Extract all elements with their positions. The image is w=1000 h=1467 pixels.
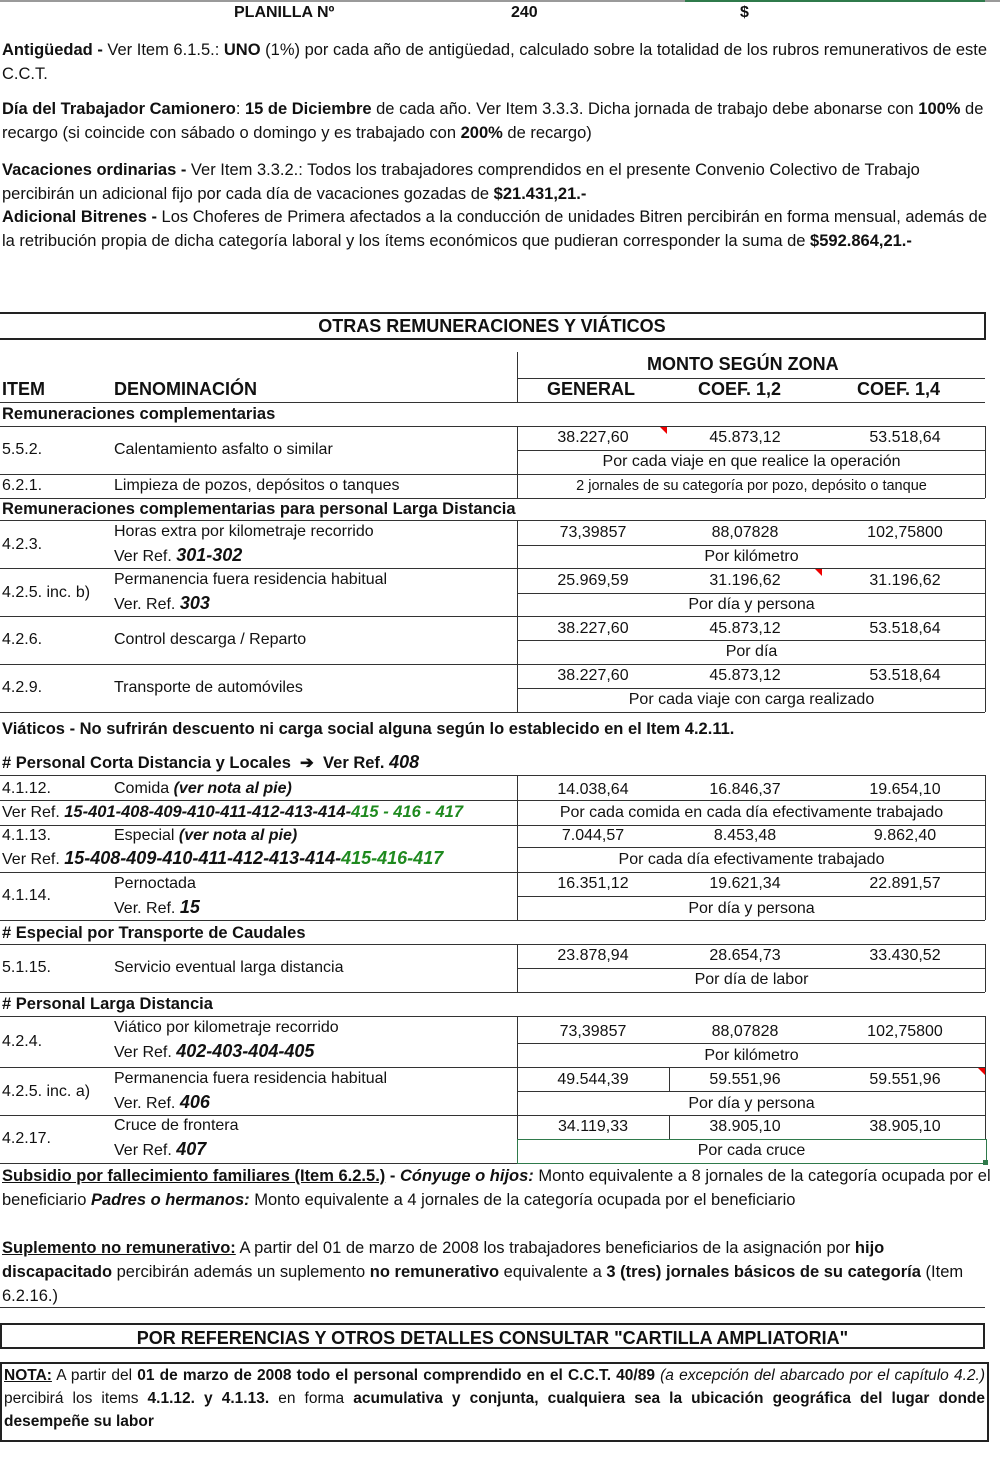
- item-code: 4.1.12.: [2, 780, 51, 797]
- text: percibirá los items: [4, 1390, 148, 1407]
- divider: [669, 1067, 670, 1091]
- value-coef14: 9.862,40: [873, 827, 937, 844]
- monto-header: MONTO SEGÚN ZONA: [647, 354, 839, 374]
- value-coef12: 59.551,96: [709, 1071, 781, 1088]
- item-name: Pernoctada: [114, 875, 196, 892]
- text: Los Choferes de Primera afectados a la conducción de unidades Bitren percibirán en forma mensual, además de la retribución propia de dicha categoría laboral y los ítems económicos que pudieran corresponder la suma de: [2, 208, 988, 250]
- nota-box: [0, 1362, 989, 1442]
- value-coef12: 16.846,37: [709, 781, 781, 798]
- divider: [517, 1043, 985, 1044]
- planilla-label: PLANILLA Nº: [234, 4, 335, 21]
- divider: [0, 474, 985, 475]
- value-coef12: 19.621,34: [709, 875, 781, 892]
- divider: [517, 847, 985, 848]
- value-coef14: 53.518,64: [869, 667, 941, 684]
- name-note: (ver nota al pie): [169, 780, 292, 797]
- ref-number: 408: [389, 752, 420, 772]
- value-general: 73,39857: [559, 524, 627, 541]
- nota-label: NOTA:: [4, 1367, 52, 1384]
- item-note: Por día y persona: [688, 900, 815, 917]
- item-note: Por kilómetro: [704, 1047, 799, 1064]
- ref-number: 406: [179, 1092, 210, 1112]
- text: de cada año. Ver Item 3.3.3. Dicha jornada de trabajo debe abonarse con: [371, 100, 919, 118]
- table-title: OTRAS REMUNERACIONES Y VIÁTICOS: [0, 312, 986, 340]
- ref-number: 15: [179, 897, 200, 917]
- value-general: 49.544,39: [557, 1071, 629, 1088]
- divider: [0, 1307, 985, 1308]
- divider: [0, 616, 985, 617]
- padres-label: Padres o hermanos:: [90, 1191, 250, 1209]
- item-name: Permanencia fuera residencia habitual: [114, 571, 388, 588]
- text: percibirán además un suplemento: [112, 1263, 370, 1281]
- item-code: 5.5.2.: [2, 441, 43, 458]
- divider: [0, 426, 985, 427]
- divider: [517, 896, 985, 897]
- divider: [0, 775, 985, 776]
- item-ref: [114, 1092, 210, 1113]
- divider: [517, 1091, 985, 1092]
- value-coef12: 45.873,12: [709, 620, 781, 637]
- value-general: 38.227,60: [557, 620, 629, 637]
- item-code: 4.1.14.: [2, 887, 51, 904]
- item-code: 4.2.6.: [2, 631, 43, 648]
- divider: [0, 520, 985, 521]
- item-note: Por cada viaje con carga realizado: [628, 691, 875, 708]
- name-note: (ver nota al pie): [174, 827, 298, 844]
- item-code: 6.2.1.: [2, 477, 43, 494]
- item-code: 4.2.5. inc. b): [2, 584, 91, 601]
- divider: [0, 1016, 985, 1017]
- divider: [517, 968, 985, 969]
- dia-trabajador-title: Día del Trabajador Camionero: [2, 100, 236, 118]
- bold-text: 01 de marzo de 2008 todo el personal comprendido en el C.C.T. 40/89: [137, 1367, 655, 1384]
- divider: [985, 944, 986, 992]
- ref-number: 303: [179, 593, 210, 613]
- antiguedad-text: por cada año de antigüedad, calculado sobre la totalidad de los rubros remunerativos de este C.C.T.: [2, 41, 988, 83]
- section-corta-distancia: [2, 752, 419, 773]
- viaticos-notice: Viáticos - No sufrirán descuento ni carga social alguna según lo establecido en el Item 4.2.11.: [2, 720, 735, 738]
- bold-text: acumulativa y conjunta, cualquiera sea la ubicación geográfica del lugar donde desempeñe su labor: [4, 1390, 985, 1430]
- item-ref: [2, 848, 443, 869]
- text: en forma: [269, 1390, 354, 1407]
- vacaciones-paragraph: [2, 158, 992, 206]
- subsidio-title: Subsidio por fallecimiento familiares (Item 6.2.5.): [2, 1167, 386, 1185]
- divider: [517, 593, 985, 594]
- item-note: Por día de labor: [694, 971, 809, 988]
- dash: -: [385, 1167, 400, 1185]
- divider: [0, 944, 985, 945]
- italic-text: (a excepción del abarcado por el capítulo 4.2.): [654, 1367, 985, 1384]
- divider: [0, 825, 985, 826]
- value-coef14: 102,75800: [867, 524, 943, 541]
- value-coef12: 31.196,62: [709, 572, 781, 589]
- value-general: 16.351,12: [557, 875, 629, 892]
- bitrenes-title: Adicional Bitrenes -: [2, 208, 157, 226]
- value-coef12: 38.905,10: [709, 1118, 781, 1135]
- divider: [0, 402, 985, 403]
- value-general: 38.227,60: [557, 429, 629, 446]
- arrow-right-icon: ➔: [300, 754, 314, 772]
- value-coef12: 45.873,12: [709, 667, 781, 684]
- item-name: Permanencia fuera residencia habitual: [114, 1070, 388, 1087]
- value-general: 73,39857: [559, 1023, 627, 1040]
- value-coef14: 22.891,57: [869, 875, 941, 892]
- divider: [669, 1115, 670, 1139]
- text: Ver Item 3.3.2.: Todos los trabajadores comprendidos en el presente Convenio Colectivo de Trabajo percibirán un adicional fijo por cada día de vacaciones gozadas de: [2, 161, 920, 203]
- ref-label: Ver Ref.: [323, 754, 390, 772]
- section-remuneraciones: Remuneraciones complementarias: [2, 405, 276, 423]
- item-code: 4.2.9.: [2, 679, 43, 696]
- comment-marker-icon[interactable]: [978, 1068, 985, 1075]
- item-code: 4.2.3.: [2, 536, 43, 553]
- bold-text: hijo discapacitado: [2, 1239, 885, 1281]
- ref-label: Ver. Ref.: [114, 1095, 180, 1112]
- divider: [0, 712, 985, 713]
- pct: 100%: [918, 100, 961, 118]
- divider: [0, 498, 985, 499]
- item-ref: [114, 1139, 206, 1160]
- divider: [985, 775, 986, 920]
- item-name: Horas extra por kilometraje recorrido: [114, 523, 374, 540]
- section-larga-distancia: Remuneraciones complementarias para personal Larga Distancia: [2, 500, 516, 518]
- value-general: 23.878,94: [557, 947, 629, 964]
- suplemento-paragraph: [2, 1236, 992, 1308]
- value-coef14: 102,75800: [867, 1023, 943, 1040]
- item-note: Por cada viaje en que realice la operación: [602, 453, 901, 470]
- col-general: GENERAL: [547, 379, 636, 399]
- ref-label: Ver Ref.: [2, 851, 65, 868]
- name: Comida: [114, 780, 170, 797]
- value-general: 25.969,59: [557, 572, 629, 589]
- divider: [517, 545, 985, 546]
- bold-text: no remunerativo: [369, 1263, 500, 1281]
- planilla-number: 240: [511, 4, 538, 21]
- ref-number: 15-401-408-409-410-411-412-413-414-: [64, 803, 352, 821]
- item-ref: [114, 593, 210, 614]
- dia-trabajador-paragraph: [2, 97, 992, 145]
- item-code: 5.1.15.: [2, 959, 51, 976]
- item-name: Servicio eventual larga distancia: [114, 959, 344, 976]
- value-coef14: 38.905,10: [869, 1118, 941, 1135]
- subsidio-paragraph: [2, 1164, 992, 1212]
- item-note: Por día y persona: [688, 1095, 815, 1112]
- item-name: Transporte de automóviles: [114, 679, 303, 696]
- value-coef12: 28.654,73: [709, 947, 781, 964]
- col-denominacion: DENOMINACIÓN: [114, 379, 257, 399]
- divider: [0, 1115, 985, 1116]
- section-personal-larga-distancia: # Personal Larga Distancia: [2, 995, 213, 1013]
- antiguedad-ref: Ver Item 6.1.5.:: [102, 41, 224, 59]
- value-general: 14.038,64: [557, 781, 629, 798]
- divider: [985, 426, 986, 498]
- separator: :: [235, 100, 245, 118]
- value-coef14: 53.518,64: [869, 620, 941, 637]
- ref-label: Ver. Ref.: [114, 596, 180, 613]
- divider: [517, 688, 985, 689]
- suplemento-title: Suplemento no remunerativo:: [2, 1239, 236, 1257]
- dia-trabajador-date: 15 de Diciembre: [244, 100, 372, 118]
- item-note: Por cada día efectivamente trabajado: [618, 851, 885, 868]
- ref-number-green: 415 - 416 - 417: [351, 803, 463, 821]
- vacaciones-amount: $21.431,21.-: [493, 185, 587, 203]
- text: Monto equivalente a 8 jornales de la categoría ocupada por el beneficiario: [2, 1167, 991, 1209]
- item-note: Por cada comida en cada día efectivamente trabajado: [559, 804, 944, 821]
- item-code: 4.2.17.: [2, 1130, 51, 1147]
- divider: [517, 450, 985, 451]
- item-note: 2 jornales de su categoría por pozo, depósito o tanque: [576, 478, 927, 494]
- divider: [985, 520, 986, 712]
- item-note: Por día: [725, 643, 778, 660]
- item-note: Por cada cruce: [697, 1142, 806, 1159]
- value-general: 34.119,33: [558, 1118, 628, 1135]
- value-coef12: 45.873,12: [709, 429, 781, 446]
- item-name: Control descarga / Reparto: [114, 631, 307, 648]
- pct: 200%: [460, 124, 503, 142]
- divider: [0, 992, 985, 993]
- conyuge-label: Cónyuge o hijos:: [399, 1167, 534, 1185]
- divider: [0, 568, 985, 569]
- divider: [0, 664, 985, 665]
- bold-text: 3 (tres) jornales básicos de su categoría: [606, 1263, 921, 1281]
- col-item: ITEM: [2, 379, 45, 399]
- value-general: 7.044,57: [561, 827, 625, 844]
- bitrenes-amount: $592.864,21.-: [810, 232, 912, 250]
- divider: [0, 872, 985, 873]
- bold-text: 4.1.12. y 4.1.13.: [147, 1390, 270, 1407]
- value-coef14: 19.654,10: [869, 781, 941, 798]
- divider: [0, 920, 985, 921]
- text: de recargo (si coincide con sábado o domingo y es trabajado con: [2, 100, 984, 142]
- antiguedad-uno: UNO: [223, 41, 261, 59]
- bitrenes-paragraph: [2, 205, 992, 253]
- referencias-banner: POR REFERENCIAS Y OTROS DETALLES CONSULTAR "CARTILLA AMPLIATORIA": [0, 1323, 985, 1349]
- item-ref: [114, 545, 242, 566]
- item-code: 4.1.13.: [2, 827, 51, 844]
- item-ref: [114, 1041, 314, 1062]
- value-coef14: 31.196,62: [869, 572, 941, 589]
- divider: [0, 800, 985, 801]
- ref-label: Ver. Ref.: [114, 900, 180, 917]
- ref-number: 407: [176, 1139, 207, 1159]
- divider: [517, 944, 518, 992]
- text: A partir del 01 de marzo de 2008 los trabajadores beneficiarios de la asignación por: [235, 1239, 855, 1257]
- antiguedad-title: Antigüedad -: [2, 41, 103, 59]
- section-caudales: # Especial por Transporte de Caudales: [2, 924, 306, 942]
- vacaciones-title: Vacaciones ordinarias -: [2, 161, 187, 179]
- ref-number: 402-403-404-405: [176, 1041, 315, 1061]
- item-ref: [2, 803, 463, 822]
- value-general: 38.227,60: [557, 667, 629, 684]
- comment-marker-icon[interactable]: [815, 569, 822, 576]
- name: Especial: [114, 827, 175, 844]
- item-name: Calentamiento asfalto o similar: [114, 441, 333, 458]
- ref-label: Ver Ref.: [114, 1044, 177, 1061]
- divider: [985, 1016, 986, 1139]
- item-code: 4.2.5. inc. a): [2, 1083, 91, 1100]
- text: (Item 6.2.16.): [2, 1263, 964, 1305]
- value-coef14: 53.518,64: [869, 429, 941, 446]
- ref-label: Ver Ref.: [2, 804, 65, 821]
- text: de recargo): [502, 124, 592, 142]
- divider: [517, 520, 518, 712]
- antiguedad-paragraph: [2, 38, 992, 86]
- item-name: [114, 780, 292, 798]
- value-coef12: 88,07828: [711, 524, 779, 541]
- item-code: 4.2.4.: [2, 1033, 43, 1050]
- ref-number: 301-302: [176, 545, 243, 565]
- antiguedad-pct: (1%): [260, 41, 300, 59]
- text: A partir del: [51, 1367, 138, 1384]
- col-coef12: COEF. 1,2: [698, 379, 782, 399]
- ref-number-green: 415-416-417: [341, 848, 444, 868]
- item-note: Por día y persona: [688, 596, 815, 613]
- value-coef12: 88,07828: [711, 1023, 779, 1040]
- selected-cell-border: [685, 0, 985, 2]
- item-ref: [114, 897, 200, 918]
- divider: [517, 1016, 518, 1139]
- ref-label: Ver Ref.: [114, 1142, 177, 1159]
- divider: [0, 1067, 985, 1068]
- value-coef14: 59.551,96: [869, 1071, 941, 1088]
- divider: [517, 640, 985, 641]
- ref-number: 15-408-409-410-411-412-413-414-: [64, 848, 342, 868]
- item-name: Cruce de frontera: [114, 1117, 239, 1134]
- item-name: Viático por kilometraje recorrido: [114, 1019, 339, 1036]
- item-note: Por kilómetro: [704, 548, 799, 565]
- ref-label: Ver Ref.: [114, 548, 177, 565]
- section-title: # Personal Corta Distancia y Locales: [2, 754, 291, 772]
- text: equivalente a: [499, 1263, 607, 1281]
- divider: [517, 775, 518, 920]
- divider: [517, 426, 518, 498]
- col-coef14: COEF. 1,4: [857, 379, 941, 399]
- value-coef12: 8.453,48: [713, 827, 777, 844]
- value-coef14: 33.430,52: [869, 947, 941, 964]
- item-name: Limpieza de pozos, depósitos o tanques: [114, 477, 400, 494]
- currency-symbol: $: [740, 4, 749, 21]
- comment-marker-icon[interactable]: [660, 427, 667, 434]
- text: Monto equivalente a 4 jornales de la categoría ocupada por el beneficiario: [249, 1191, 796, 1209]
- item-name: [114, 827, 297, 845]
